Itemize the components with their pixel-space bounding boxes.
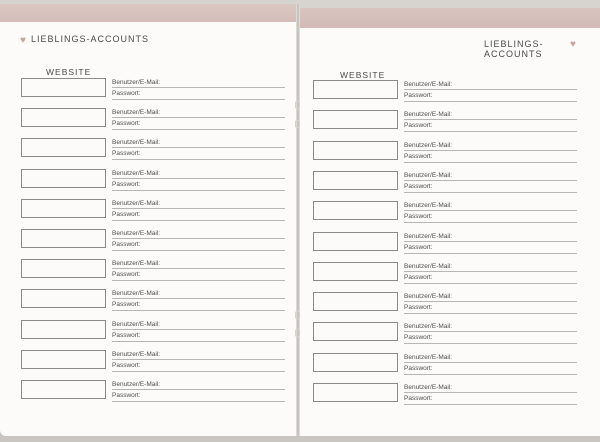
- user-email-field[interactable]: [404, 119, 577, 120]
- account-entry: [21, 320, 291, 344]
- password-field[interactable]: [112, 280, 285, 281]
- user-email-label: Benutzer/E-Mail:: [112, 320, 161, 328]
- account-entry: [21, 78, 291, 102]
- user-email-field[interactable]: [112, 268, 285, 269]
- password-label: Passwort:: [404, 273, 433, 281]
- user-email-label: Benutzer/E-Mail:: [112, 199, 161, 207]
- website-field[interactable]: [313, 322, 398, 341]
- website-field[interactable]: [313, 171, 398, 190]
- password-label: Passwort:: [112, 392, 141, 399]
- heart-icon: ♥: [20, 35, 26, 46]
- user-email-field[interactable]: [404, 301, 577, 302]
- password-field[interactable]: [112, 310, 285, 311]
- password-label: Passwort:: [112, 241, 141, 248]
- right-page-heading: LIEBLINGS-ACCOUNTS: [484, 39, 544, 59]
- website-field[interactable]: [21, 259, 106, 278]
- website-field[interactable]: [21, 199, 106, 218]
- user-email-field[interactable]: [112, 147, 285, 148]
- user-email-field[interactable]: [112, 238, 285, 239]
- website-field[interactable]: [21, 289, 106, 308]
- password-label: Passwort:: [112, 90, 141, 97]
- user-email-field[interactable]: [112, 329, 285, 330]
- user-email-field[interactable]: [112, 208, 285, 209]
- user-email-field[interactable]: [112, 178, 285, 179]
- user-email-label: Benutzer/E-Mail:: [112, 290, 161, 298]
- left-page: [0, 4, 298, 436]
- website-field[interactable]: [21, 108, 106, 127]
- password-label: Passwort:: [112, 271, 141, 279]
- password-field[interactable]: [112, 220, 285, 221]
- user-email-label: Benutzer/E-Mail:: [404, 171, 453, 179]
- binding-thread: [295, 101, 300, 109]
- user-email-label: Benutzer/E-Mail:: [112, 109, 161, 117]
- account-entry: [313, 262, 583, 286]
- user-email-field[interactable]: [112, 298, 285, 299]
- user-email-label: Benutzer/E-Mail:: [112, 381, 161, 388]
- binding-thread: [295, 311, 300, 319]
- password-field[interactable]: [404, 101, 577, 102]
- password-label: Passwort:: [112, 361, 141, 369]
- user-email-label: Benutzer/E-Mail:: [112, 79, 161, 86]
- user-email-field[interactable]: [404, 392, 577, 393]
- account-entry: [313, 141, 583, 165]
- account-entry: [21, 108, 291, 132]
- account-entry: [313, 80, 583, 104]
- password-label: Passwort:: [404, 395, 433, 402]
- user-email-label: Benutzer/E-Mail:: [112, 139, 161, 147]
- password-field[interactable]: [404, 313, 577, 314]
- account-entry: [21, 289, 291, 313]
- password-label: Passwort:: [404, 334, 433, 342]
- account-entry: [313, 383, 583, 407]
- right-website-column-label: WEBSITE: [340, 70, 386, 80]
- website-field[interactable]: [21, 169, 106, 188]
- password-field[interactable]: [404, 283, 577, 284]
- website-field[interactable]: [21, 350, 106, 369]
- website-field[interactable]: [21, 229, 106, 248]
- password-field[interactable]: [112, 129, 285, 130]
- user-email-field[interactable]: [404, 362, 577, 363]
- user-email-field[interactable]: [112, 117, 285, 118]
- account-entry: [313, 322, 583, 346]
- website-field[interactable]: [21, 380, 106, 399]
- user-email-label: Benutzer/E-Mail:: [404, 141, 453, 149]
- password-label: Passwort:: [112, 301, 141, 309]
- account-entry: [21, 169, 291, 193]
- binding-thread: [295, 120, 300, 128]
- right-page-accent-strip: [298, 8, 600, 28]
- password-label: Passwort:: [112, 331, 141, 339]
- website-field[interactable]: [21, 320, 106, 339]
- user-email-field[interactable]: [404, 331, 577, 332]
- password-label: Passwort:: [404, 304, 433, 312]
- left-website-column-label: WEBSITE: [46, 67, 92, 77]
- user-email-label: Benutzer/E-Mail:: [112, 169, 161, 177]
- password-label: Passwort:: [112, 120, 141, 128]
- user-email-label: Benutzer/E-Mail:: [404, 384, 453, 391]
- website-field[interactable]: [313, 353, 398, 372]
- account-entry: [21, 199, 291, 223]
- left-page-accent-strip: [0, 4, 298, 22]
- password-field[interactable]: [112, 250, 285, 251]
- user-email-label: Benutzer/E-Mail:: [404, 81, 453, 88]
- password-label: Passwort:: [404, 182, 433, 190]
- user-email-field[interactable]: [112, 359, 285, 360]
- website-field[interactable]: [313, 110, 398, 129]
- binding-thread: [295, 329, 300, 337]
- password-label: Passwort:: [404, 213, 433, 221]
- password-label: Passwort:: [404, 243, 433, 251]
- user-email-label: Benutzer/E-Mail:: [404, 293, 453, 301]
- spine-fold: [296, 4, 300, 436]
- account-entry: [313, 292, 583, 316]
- user-email-label: Benutzer/E-Mail:: [112, 230, 161, 237]
- password-label: Passwort:: [404, 364, 433, 372]
- user-email-label: Benutzer/E-Mail:: [404, 232, 453, 240]
- right-page: [298, 8, 600, 436]
- user-email-label: Benutzer/E-Mail:: [112, 260, 161, 268]
- user-email-field[interactable]: [404, 271, 577, 272]
- account-entry: [313, 232, 583, 256]
- password-field[interactable]: [112, 190, 285, 191]
- website-field[interactable]: [313, 262, 398, 281]
- user-email-field[interactable]: [404, 241, 577, 242]
- left-page-heading: LIEBLINGS-ACCOUNTS: [31, 34, 150, 44]
- user-email-field[interactable]: [112, 389, 285, 390]
- website-field[interactable]: [21, 138, 106, 157]
- user-email-label: Benutzer/E-Mail:: [404, 262, 453, 270]
- website-field[interactable]: [313, 232, 398, 251]
- user-email-label: Benutzer/E-Mail:: [404, 202, 453, 210]
- user-email-field[interactable]: [112, 87, 285, 88]
- password-label: Passwort:: [112, 210, 141, 218]
- password-field[interactable]: [404, 192, 577, 193]
- password-field[interactable]: [112, 99, 285, 100]
- password-label: Passwort:: [112, 180, 141, 188]
- account-entry: [313, 110, 583, 134]
- password-label: Passwort:: [404, 92, 433, 99]
- account-entry: [313, 171, 583, 195]
- user-email-field[interactable]: [404, 180, 577, 181]
- password-field[interactable]: [404, 253, 577, 254]
- password-label: Passwort:: [112, 150, 141, 158]
- password-field[interactable]: [404, 404, 577, 405]
- website-field[interactable]: [313, 383, 398, 402]
- password-field[interactable]: [404, 343, 577, 344]
- password-field[interactable]: [112, 341, 285, 342]
- password-label: Passwort:: [404, 122, 433, 130]
- user-email-field[interactable]: [404, 150, 577, 151]
- password-field[interactable]: [112, 159, 285, 160]
- password-label: Passwort:: [404, 152, 433, 160]
- account-entry: [21, 229, 291, 253]
- user-email-label: Benutzer/E-Mail:: [404, 353, 453, 361]
- password-field[interactable]: [404, 162, 577, 163]
- website-field[interactable]: [313, 80, 398, 99]
- password-field[interactable]: [404, 222, 577, 223]
- website-field[interactable]: [313, 201, 398, 220]
- password-field[interactable]: [404, 374, 577, 375]
- password-field[interactable]: [404, 131, 577, 132]
- website-field[interactable]: [313, 292, 398, 311]
- password-field[interactable]: [112, 401, 285, 402]
- user-email-field[interactable]: [404, 89, 577, 90]
- website-field[interactable]: [313, 141, 398, 160]
- account-entry: [313, 353, 583, 377]
- user-email-label: Benutzer/E-Mail:: [404, 111, 453, 119]
- user-email-label: Benutzer/E-Mail:: [404, 323, 453, 331]
- website-field[interactable]: [21, 78, 106, 97]
- password-field[interactable]: [112, 371, 285, 372]
- account-entry: [313, 201, 583, 225]
- user-email-field[interactable]: [404, 210, 577, 211]
- account-entry: [21, 259, 291, 283]
- account-entry: [21, 350, 291, 374]
- account-entry: [21, 138, 291, 162]
- user-email-label: Benutzer/E-Mail:: [112, 350, 161, 358]
- account-entry: [21, 380, 291, 404]
- heart-icon: ♥: [570, 39, 576, 50]
